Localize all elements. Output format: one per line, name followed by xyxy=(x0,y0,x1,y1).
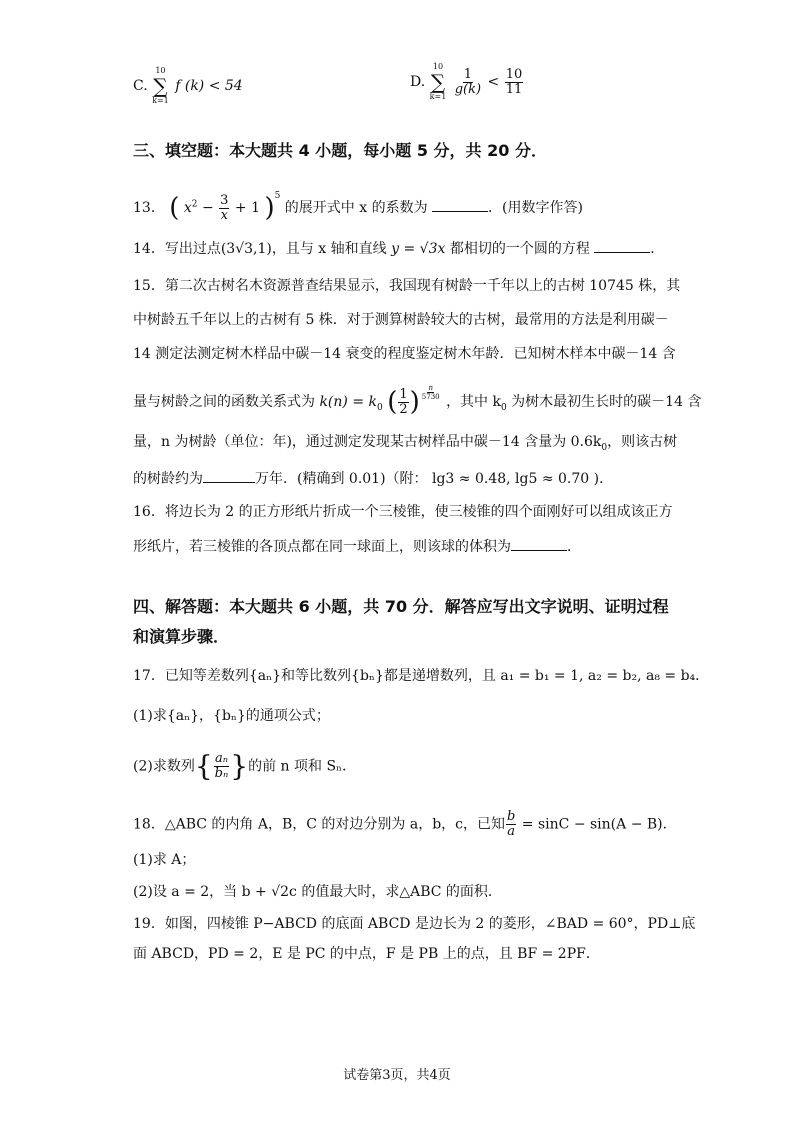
option-d-letter: D. xyxy=(410,74,426,90)
option-d-rhs-fraction: $\frac{10}{11}$ xyxy=(505,66,523,97)
question-17-part-1: (1)求{aₙ}，{bₙ}的通项公式； xyxy=(133,708,330,724)
question-15-line-5: 量，n 为树龄（单位：年)，通过测定发现某古树样品中碳－14 含量为 $0.6k_0$，则该古树 xyxy=(133,434,678,453)
question-16-line-2: 形纸片，若三棱锥的各顶点都在同一球面上，则该球的体积为 ． xyxy=(133,536,581,557)
question-17-stem: 17．已知等差数列{aₙ}和等比数列{bₙ}都是递增数列，且 a₁ = b₁ = 1, a₂ = b₂, a₈ = b₄． xyxy=(133,668,710,684)
section-4-heading-line-1: 四、解答题：本大题共 6 小题，共 70 分．解答应写出文字说明、证明过程 xyxy=(133,597,669,616)
question-15-line-2: 中树龄五千年以上的古树有 5 株．对于测算树龄较大的古树，最常用的方法是利用碳－ xyxy=(133,312,669,328)
answer-blank-15[interactable] xyxy=(203,468,255,483)
question-15-line-4: 量与树龄之间的函数关系式为 $k(n) = k_0$ ( $\frac{1}{2}$ ) $\frac{n}{5730}$ ，其中 $k_0$ 为树木最初生长时的碳－14 含 xyxy=(133,384,702,417)
section-4-heading-line-2: 和演算步骤． xyxy=(133,627,230,646)
option-c-text: f (k) < 54 xyxy=(175,78,243,94)
decay-formula: k(n) = k xyxy=(319,394,377,410)
q17-fraction: $\frac{\text{aₙ}}{\text{bₙ}}$ xyxy=(214,751,229,781)
question-15-line-1: 15．第二次古树名木资源普查结果显示，我国现有树龄一千年以上的古树 10745 株，其 xyxy=(133,278,681,294)
section-3-heading: 三、填空题：本大题共 4 小题，每小题 5 分，共 20 分． xyxy=(133,141,547,160)
summation-d: 10 ∑ k=1 xyxy=(429,62,447,101)
question-19-line-1: 19．如图，四棱锥 P−ABCD 的底面 ABCD 是边长为 2 的菱形，∠BAD = 60°，PD⊥底 xyxy=(133,916,696,932)
q18-fraction: $\frac{b}{a}$ xyxy=(507,809,516,839)
question-19-line-2: 面 ABCD，PD = 2，E 是 PC 的中点，F 是 PB 上的点，且 BF = 2PF． xyxy=(133,946,600,962)
option-c-letter: C. xyxy=(133,78,148,94)
question-16-line-1: 16．将边长为 2 的正方形纸片折成一个三棱锥，使三棱锥的四个面刚好可以组成该正方 xyxy=(133,504,673,520)
answer-blank-13[interactable] xyxy=(432,197,488,212)
answer-blank-14[interactable] xyxy=(594,238,650,253)
answer-blank-16[interactable] xyxy=(511,536,567,551)
summation-c: 10 ∑ k=1 xyxy=(152,66,169,105)
q13-fraction: $\frac{3}{x}$ xyxy=(220,192,229,223)
option-d: D. 10 ∑ k=1 $\frac{1}{g(k)}$ < $\frac{10}{11}$ xyxy=(410,62,523,101)
option-c xyxy=(133,66,243,106)
question-18-stem: 18．△ABC 的内角 A，B，C 的对边分别为 a，b，c，已知 $\frac{b}{a}$ = sinC − sin(A − B)． xyxy=(133,809,677,839)
question-14: 14．写出过点(3√3,1)，且与 x 轴和直线 y = √3x 都相切的一个圆的方程 ． xyxy=(133,238,664,259)
question-15-line-3: 14 测定法测定树木样品中碳－14 衰变的程度鉴定树木年龄．已知树木样本中碳－14 含 xyxy=(133,346,676,362)
page-footer: 试卷第3页，共4页 xyxy=(343,1068,451,1083)
half-fraction: $\frac{1}{2}$ xyxy=(399,386,408,417)
question-17-part-2: (2)求数列{ $\frac{\text{aₙ}}{\text{bₙ}}$ }的前 n 项和 Sₙ． xyxy=(133,749,357,783)
option-d-fraction: $\frac{1}{g(k)}$ xyxy=(454,66,482,97)
question-15-line-6: 的树龄约为 万年．(精确到 0.01)（附： lg3 ≈ 0.48, lg5 ≈ 0.70 )． xyxy=(133,468,613,489)
question-18-part-1: (1)求 A； xyxy=(133,852,196,868)
question-13: 13． ( $x^2$ − $\frac{3}{x}$ + 1 )$^5$ 的展开式中 x 的系数为 ．(用数字作答) xyxy=(133,191,583,223)
question-18-part-2: (2)设 a = 2，当 b + √2c 的值最大时，求△ABC 的面积． xyxy=(133,884,502,900)
exponent-fraction: $\frac{n}{5730}$ xyxy=(421,384,440,401)
